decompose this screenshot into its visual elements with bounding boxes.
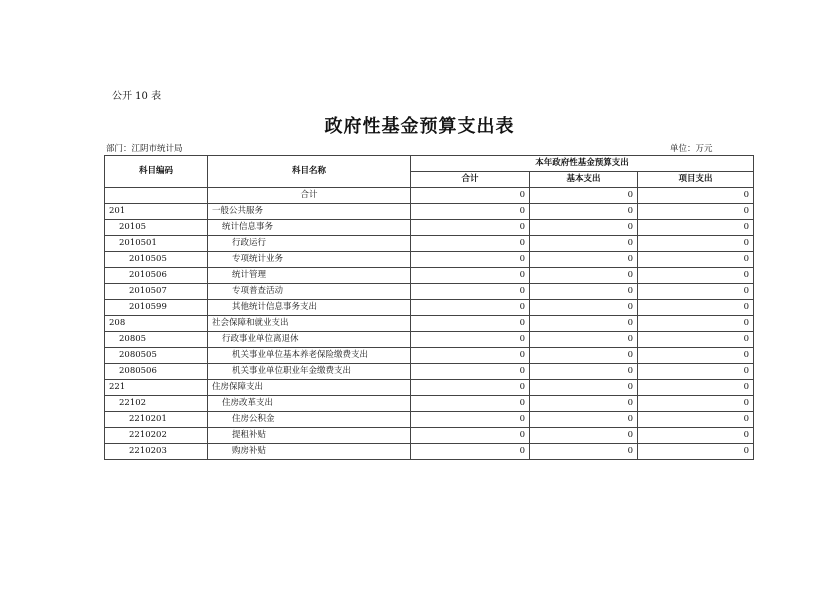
table-row (105, 428, 754, 444)
row-basic: 0 (530, 444, 638, 460)
row-basic: 0 (530, 428, 638, 444)
header-basic: 基本支出 (530, 172, 638, 188)
row-code: 2210203 (105, 444, 208, 460)
row-total: 0 (411, 300, 530, 316)
row-basic: 0 (530, 252, 638, 268)
row-project: 0 (638, 236, 754, 252)
row-code: 2010599 (105, 300, 208, 316)
row-total: 0 (411, 412, 530, 428)
row-total: 0 (411, 364, 530, 380)
row-basic: 0 (530, 220, 638, 236)
table-row (105, 300, 754, 316)
total-label: 合计 (208, 188, 411, 204)
row-code: 20805 (105, 332, 208, 348)
row-project: 0 (638, 396, 754, 412)
total-row (105, 188, 754, 204)
row-basic: 0 (530, 268, 638, 284)
table-row (105, 332, 754, 348)
row-basic: 0 (530, 284, 638, 300)
row-project: 0 (638, 316, 754, 332)
row-total: 0 (411, 428, 530, 444)
row-total: 0 (411, 252, 530, 268)
row-name: 机关事业单位基本养老保险缴费支出 (208, 348, 411, 364)
row-code: 20105 (105, 220, 208, 236)
row-project: 0 (638, 380, 754, 396)
row-name: 住房保障支出 (208, 380, 411, 396)
table-number: 公开 10 表 (112, 91, 162, 102)
header-subject-code: 科目编码 (105, 156, 208, 188)
row-basic: 0 (530, 332, 638, 348)
row-code: 2010505 (105, 252, 208, 268)
row-code: 221 (105, 380, 208, 396)
header-project: 项目支出 (638, 172, 754, 188)
table-row (105, 348, 754, 364)
row-total: 0 (411, 444, 530, 460)
row-total: 0 (411, 268, 530, 284)
table-row (105, 236, 754, 252)
row-code: 22102 (105, 396, 208, 412)
row-code: 2010507 (105, 284, 208, 300)
table-row (105, 268, 754, 284)
table-row (105, 444, 754, 460)
row-basic: 0 (530, 380, 638, 396)
row-total: 0 (411, 332, 530, 348)
row-name: 一般公共服务 (208, 204, 411, 220)
row-name: 专项普查活动 (208, 284, 411, 300)
row-basic: 0 (530, 412, 638, 428)
row-total: 0 (411, 204, 530, 220)
row-project: 0 (638, 332, 754, 348)
table-row (105, 364, 754, 380)
row-project: 0 (638, 412, 754, 428)
table-row (105, 252, 754, 268)
row-name: 其他统计信息事务支出 (208, 300, 411, 316)
header-subject-name: 科目名称 (208, 156, 411, 188)
row-total: 0 (411, 396, 530, 412)
unit-label: 单位：万元 (670, 144, 713, 154)
row-code: 201 (105, 204, 208, 220)
total-basic: 0 (530, 188, 638, 204)
row-code: 2210202 (105, 428, 208, 444)
row-code: 2010506 (105, 268, 208, 284)
header-group: 本年政府性基金预算支出 (411, 156, 754, 172)
row-total: 0 (411, 284, 530, 300)
row-project: 0 (638, 348, 754, 364)
row-basic: 0 (530, 204, 638, 220)
row-name: 统计信息事务 (208, 220, 411, 236)
row-project: 0 (638, 364, 754, 380)
row-project: 0 (638, 428, 754, 444)
table-row (105, 380, 754, 396)
row-project: 0 (638, 204, 754, 220)
row-code: 2010501 (105, 236, 208, 252)
row-code: 2080505 (105, 348, 208, 364)
row-code: 2210201 (105, 412, 208, 428)
row-code: 2080506 (105, 364, 208, 380)
row-total: 0 (411, 380, 530, 396)
row-name: 行政运行 (208, 236, 411, 252)
page-title: 政府性基金预算支出表 (324, 116, 515, 137)
table-row (105, 412, 754, 428)
row-basic: 0 (530, 364, 638, 380)
row-total: 0 (411, 348, 530, 364)
row-basic: 0 (530, 236, 638, 252)
row-name: 住房公积金 (208, 412, 411, 428)
row-project: 0 (638, 268, 754, 284)
row-project: 0 (638, 300, 754, 316)
row-name: 行政事业单位离退休 (208, 332, 411, 348)
budget-table (104, 155, 754, 460)
total-total: 0 (411, 188, 530, 204)
row-name: 提租补贴 (208, 428, 411, 444)
row-basic: 0 (530, 316, 638, 332)
row-name: 社会保障和就业支出 (208, 316, 411, 332)
row-project: 0 (638, 284, 754, 300)
row-name: 住房改革支出 (208, 396, 411, 412)
row-basic: 0 (530, 348, 638, 364)
row-total: 0 (411, 220, 530, 236)
header-total: 合计 (411, 172, 530, 188)
table-row (105, 284, 754, 300)
row-code: 208 (105, 316, 208, 332)
row-name: 机关事业单位职业年金缴费支出 (208, 364, 411, 380)
row-total: 0 (411, 236, 530, 252)
total-code-cell (105, 188, 208, 204)
table-row (105, 316, 754, 332)
row-project: 0 (638, 220, 754, 236)
table-row (105, 204, 754, 220)
row-name: 购房补贴 (208, 444, 411, 460)
department-label: 部门：江阴市统计局 (106, 144, 183, 154)
table-row (105, 396, 754, 412)
row-project: 0 (638, 252, 754, 268)
row-name: 统计管理 (208, 268, 411, 284)
row-project: 0 (638, 444, 754, 460)
total-project: 0 (638, 188, 754, 204)
row-basic: 0 (530, 396, 638, 412)
row-basic: 0 (530, 300, 638, 316)
row-total: 0 (411, 316, 530, 332)
row-name: 专项统计业务 (208, 252, 411, 268)
table-row (105, 220, 754, 236)
